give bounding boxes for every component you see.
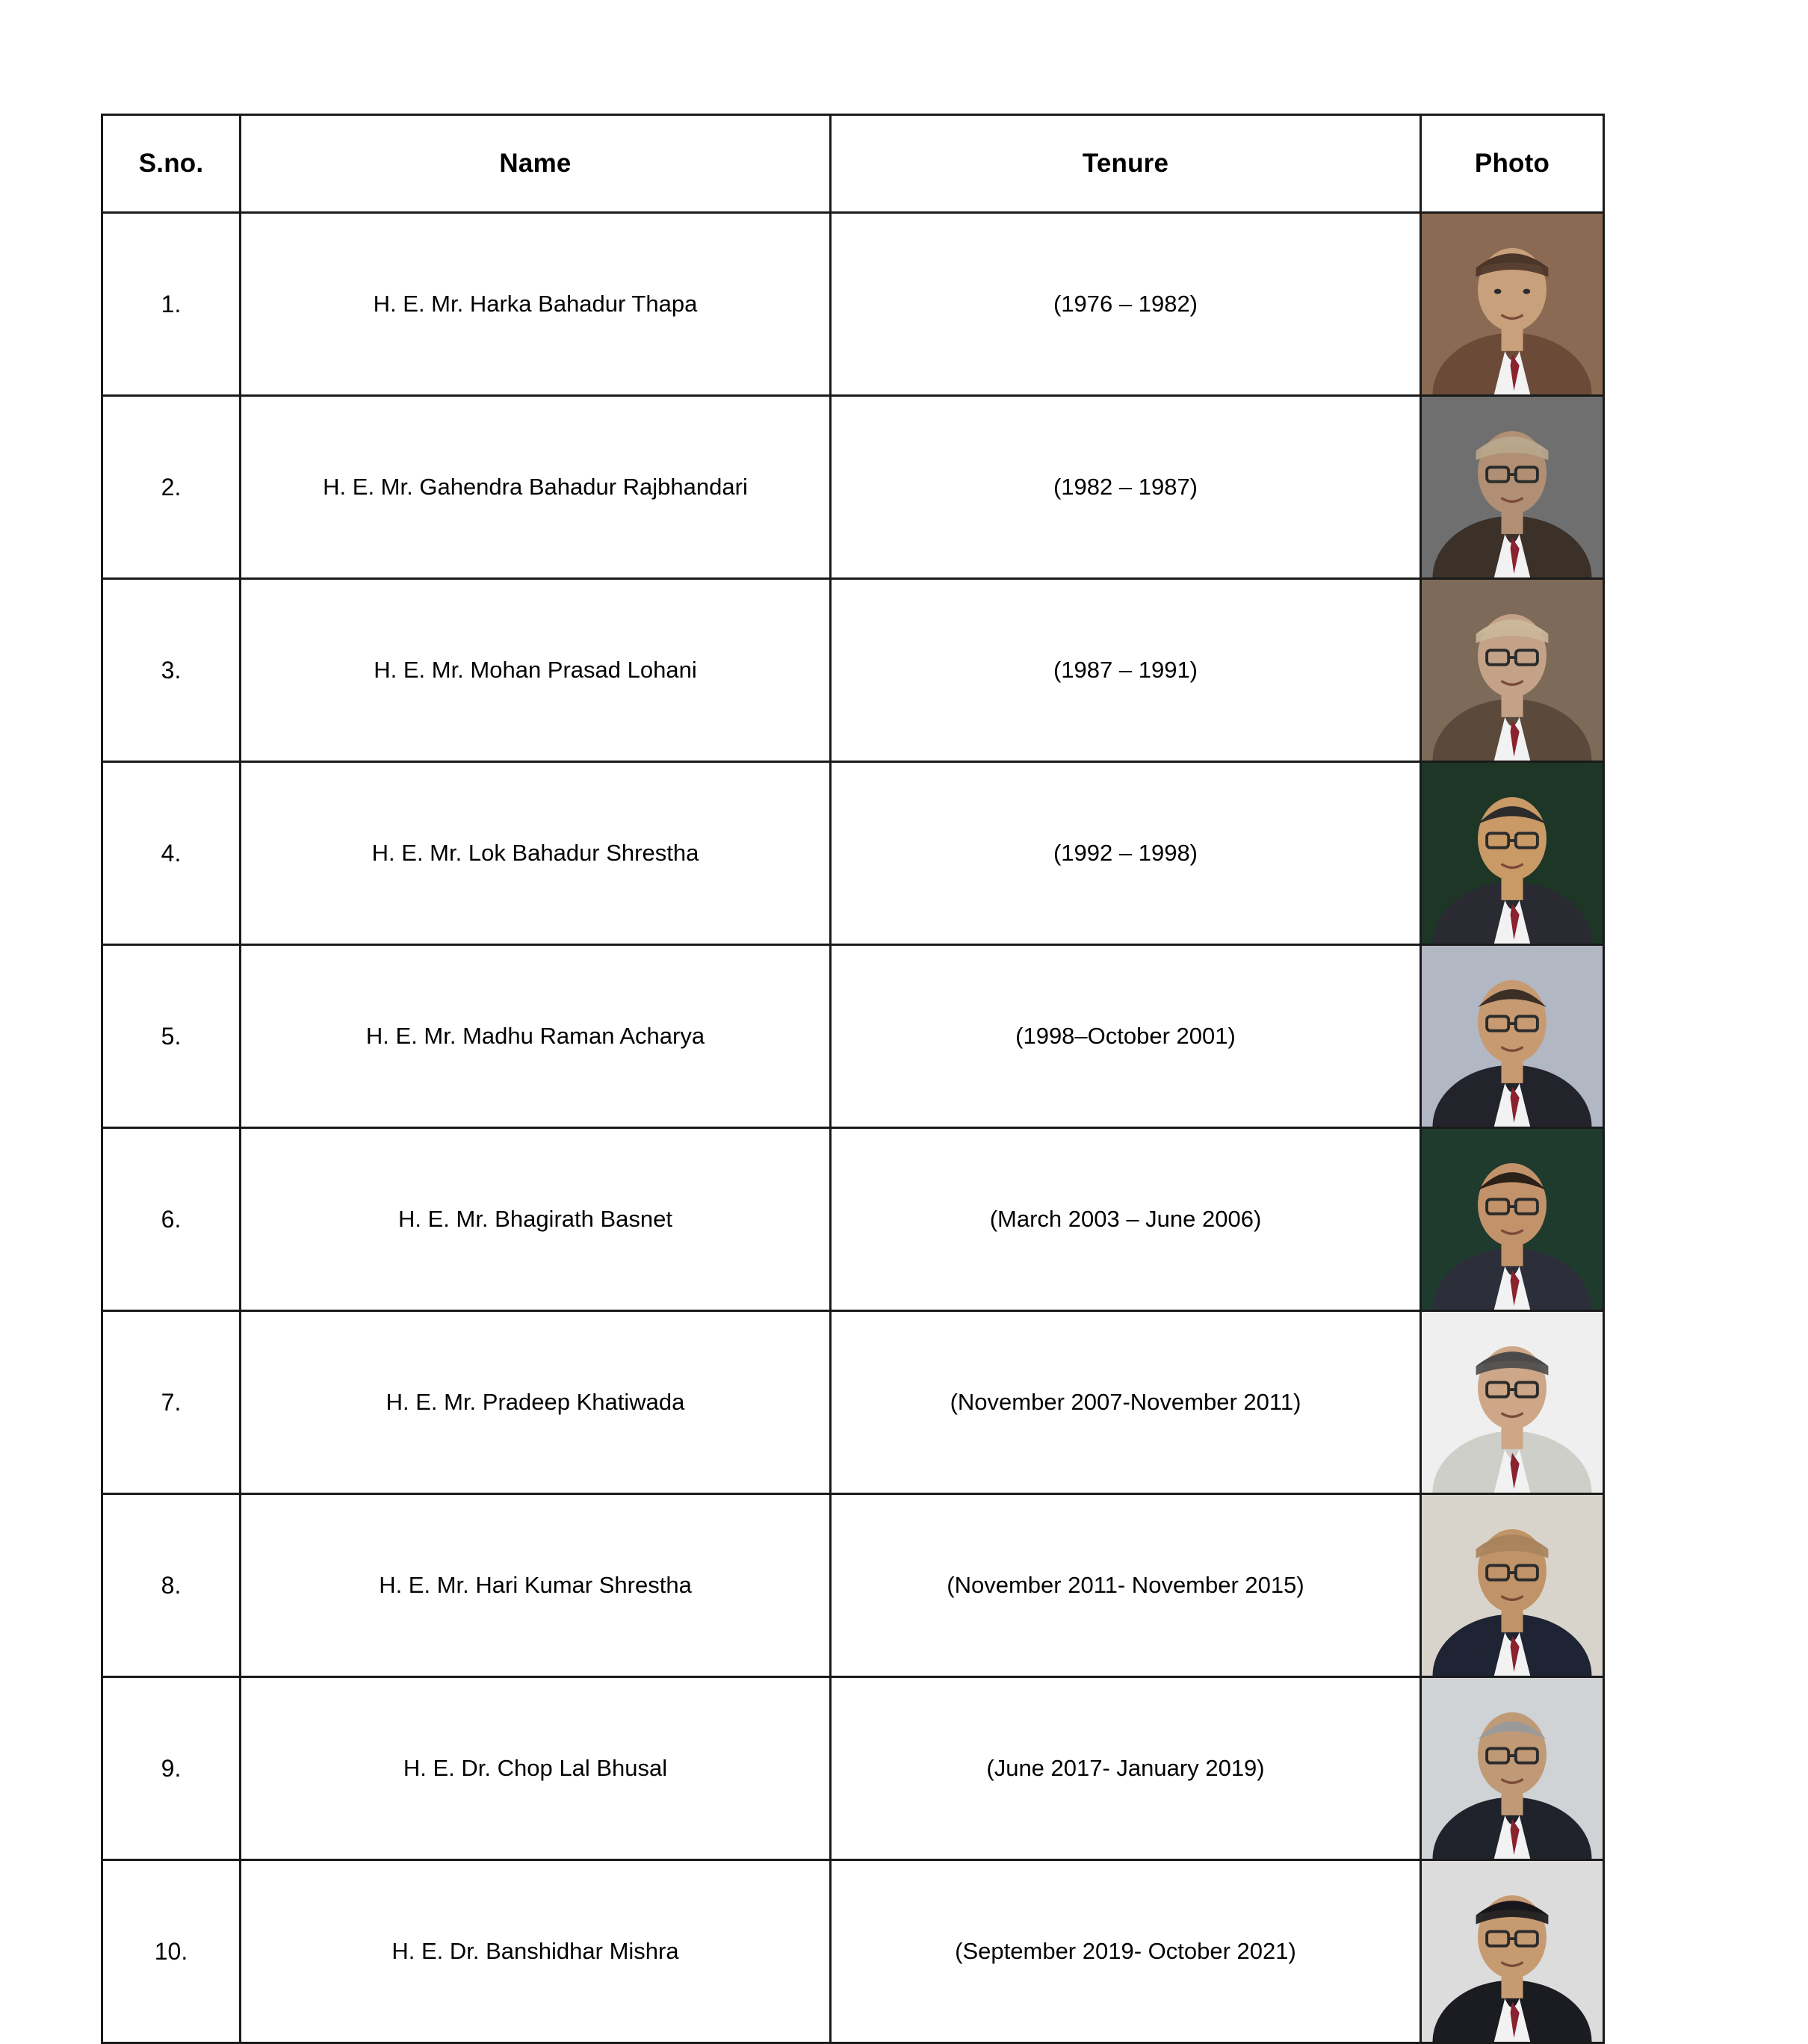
portrait-bhagirath-basnet	[1422, 1129, 1603, 1310]
table-row	[102, 396, 1604, 579]
cell-sno: 7.	[102, 1311, 241, 1494]
table-row	[102, 579, 1604, 762]
cell-tenure: (November 2007-November 2011)	[831, 1311, 1421, 1494]
cell-tenure: (1992 – 1998)	[831, 762, 1421, 945]
table-header	[102, 115, 1604, 213]
cell-sno: 6.	[102, 1128, 241, 1311]
column-header-name: Name	[241, 115, 831, 213]
cell-sno: 4.	[102, 762, 241, 945]
ambassadors-table	[101, 114, 1605, 2044]
cell-sno: 5.	[102, 945, 241, 1128]
cell-name: H. E. Mr. Hari Kumar Shrestha	[241, 1494, 831, 1677]
cell-photo	[1421, 1677, 1604, 1860]
cell-photo	[1421, 1128, 1604, 1311]
table-row	[102, 1860, 1604, 2043]
cell-name: H. E. Mr. Madhu Raman Acharya	[241, 945, 831, 1128]
cell-photo	[1421, 762, 1604, 945]
cell-tenure: (1998–October 2001)	[831, 945, 1421, 1128]
cell-sno: 8.	[102, 1494, 241, 1677]
portrait-gahendra-bahadur-rajbhandari	[1422, 397, 1603, 577]
cell-photo	[1421, 1860, 1604, 2043]
cell-sno: 1.	[102, 213, 241, 396]
cell-photo	[1421, 1311, 1604, 1494]
column-header-tenure: Tenure	[831, 115, 1421, 213]
cell-tenure: (June 2017- January 2019)	[831, 1677, 1421, 1860]
table-row	[102, 762, 1604, 945]
cell-name: H. E. Dr. Banshidhar Mishra	[241, 1860, 831, 2043]
portrait-madhu-raman-acharya	[1422, 946, 1603, 1127]
table-row	[102, 213, 1604, 396]
table-row	[102, 945, 1604, 1128]
cell-name: H. E. Mr. Mohan Prasad Lohani	[241, 579, 831, 762]
cell-tenure: (March 2003 – June 2006)	[831, 1128, 1421, 1311]
cell-sno: 10.	[102, 1860, 241, 2043]
portrait-hari-kumar-shrestha	[1422, 1495, 1603, 1676]
portrait-chop-lal-bhusal	[1422, 1678, 1603, 1859]
cell-name: H. E. Dr. Chop Lal Bhusal	[241, 1677, 831, 1860]
portrait-pradeep-khatiwada	[1422, 1312, 1603, 1493]
cell-photo	[1421, 1494, 1604, 1677]
cell-name: H. E. Mr. Lok Bahadur Shrestha	[241, 762, 831, 945]
cell-sno: 3.	[102, 579, 241, 762]
table-body	[102, 213, 1604, 2043]
cell-name: H. E. Mr. Gahendra Bahadur Rajbhandari	[241, 396, 831, 579]
cell-tenure: (1987 – 1991)	[831, 579, 1421, 762]
portrait-banshidhar-mishra	[1422, 1861, 1603, 2042]
cell-tenure: (1976 – 1982)	[831, 213, 1421, 396]
table-row	[102, 1494, 1604, 1677]
portrait-harka-bahadur-thapa	[1422, 214, 1603, 394]
cell-tenure: (September 2019- October 2021)	[831, 1860, 1421, 2043]
table-header-row	[102, 115, 1604, 213]
cell-name: H. E. Mr. Pradeep Khatiwada	[241, 1311, 831, 1494]
column-header-sno: S.no.	[102, 115, 241, 213]
table-row	[102, 1128, 1604, 1311]
table-row	[102, 1311, 1604, 1494]
cell-name: H. E. Mr. Bhagirath Basnet	[241, 1128, 831, 1311]
cell-tenure: (1982 – 1987)	[831, 396, 1421, 579]
cell-sno: 9.	[102, 1677, 241, 1860]
cell-sno: 2.	[102, 396, 241, 579]
cell-name: H. E. Mr. Harka Bahadur Thapa	[241, 213, 831, 396]
portrait-lok-bahadur-shrestha	[1422, 763, 1603, 944]
portrait-mohan-prasad-lohani	[1422, 580, 1603, 761]
cell-photo	[1421, 213, 1604, 396]
cell-photo	[1421, 579, 1604, 762]
cell-photo	[1421, 396, 1604, 579]
column-header-photo: Photo	[1421, 115, 1604, 213]
cell-photo	[1421, 945, 1604, 1128]
cell-tenure: (November 2011- November 2015)	[831, 1494, 1421, 1677]
table-row	[102, 1677, 1604, 1860]
